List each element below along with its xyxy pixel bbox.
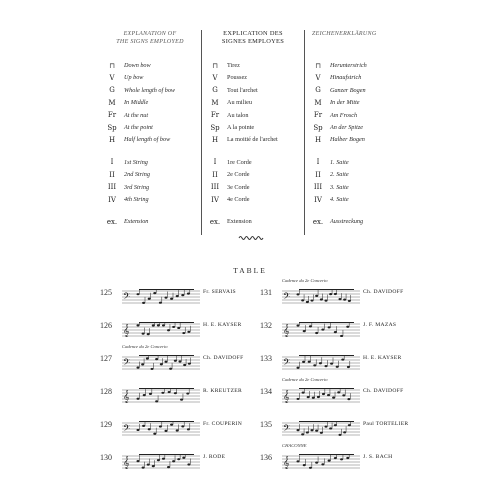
legend-row-german xyxy=(306,216,406,228)
svg-text:𝄞: 𝄞 xyxy=(283,324,290,337)
legend-text: Poussez xyxy=(227,74,247,82)
music-excerpt xyxy=(282,454,360,475)
bowing-symbol: H xyxy=(314,136,322,145)
bowing-symbol: ⊓ xyxy=(109,61,115,70)
legend-text: Up bow xyxy=(124,74,144,82)
legend-text: Ausstreckung xyxy=(330,218,364,226)
composer-name: R. KREUTZER xyxy=(203,388,243,394)
bowing-symbol: H xyxy=(108,136,116,145)
column-separator xyxy=(201,30,202,235)
svg-text:𝄢: 𝄢 xyxy=(283,423,291,436)
bowing-symbol: II xyxy=(109,170,115,179)
legend-text: 2nd String xyxy=(124,171,150,179)
exercise-number: 134 xyxy=(260,387,272,396)
bowing-symbol: I xyxy=(213,158,217,167)
legend-text: Extension xyxy=(124,218,149,226)
legend-text: At the point xyxy=(124,124,153,132)
svg-text:𝄞: 𝄞 xyxy=(123,390,130,403)
table-entry-right xyxy=(260,280,490,310)
bowing-symbol: M xyxy=(108,98,116,107)
bowing-symbol: IV xyxy=(211,195,219,204)
music-excerpt xyxy=(122,289,200,310)
bowing-symbol: IV xyxy=(314,195,322,204)
music-excerpt xyxy=(282,355,360,376)
music-staff xyxy=(122,355,200,371)
legend-text: 3. Saite xyxy=(330,183,349,191)
legend-row-french xyxy=(203,169,303,181)
legend-text: Extension xyxy=(227,218,252,226)
legend-text: An der Spitze xyxy=(330,124,363,132)
bowing-symbol: ex. xyxy=(209,217,221,226)
exercise-number: 129 xyxy=(100,420,112,429)
exercise-number: 136 xyxy=(260,453,272,462)
music-excerpt xyxy=(122,355,200,376)
svg-text:𝄢: 𝄢 xyxy=(283,291,291,304)
music-staff xyxy=(122,454,200,470)
music-staff xyxy=(282,454,360,470)
svg-text:𝄢: 𝄢 xyxy=(123,423,131,436)
bowing-symbol: II xyxy=(315,170,321,179)
legend-row-english xyxy=(100,194,200,206)
exercise-number: 131 xyxy=(260,288,272,297)
legend-text: Tirez xyxy=(227,62,240,70)
music-staff xyxy=(282,421,360,437)
bowing-symbol: III xyxy=(210,183,220,192)
music-excerpt xyxy=(282,388,360,409)
legend-row-english xyxy=(100,216,200,228)
bowing-symbol: II xyxy=(212,170,218,179)
table-entry-right xyxy=(260,313,490,343)
legend-text: Am Frosch xyxy=(330,111,358,119)
composer-name: Fr. COUPERIN xyxy=(203,421,243,427)
legend-text: At the nut xyxy=(124,111,149,119)
legend-text: 2. Saite xyxy=(330,171,349,179)
bowing-symbol: III xyxy=(107,183,117,192)
bowing-symbol: Fr xyxy=(313,111,323,120)
music-excerpt xyxy=(282,289,360,310)
legend-row-german xyxy=(306,194,406,206)
bowing-symbol: M xyxy=(211,98,219,107)
legend-text: 4e Corde xyxy=(227,196,250,203)
bowing-symbol: Fr xyxy=(210,111,220,120)
music-excerpt xyxy=(122,421,200,442)
bowing-symbol: I xyxy=(316,158,320,167)
composer-name: J. F. MAZAS xyxy=(363,322,397,328)
music-staff xyxy=(122,421,200,437)
table-entry-right xyxy=(260,412,490,442)
music-staff xyxy=(282,322,360,338)
table-entry-right xyxy=(260,445,490,475)
music-staff xyxy=(282,355,360,371)
composer-name: Fr. SERVAIS xyxy=(203,289,236,295)
composer-name: J. S. BACH xyxy=(363,454,393,460)
legend-text: Half length of bow xyxy=(124,136,171,144)
legend-text: Whole length of bow xyxy=(124,86,176,94)
exercise-number: 132 xyxy=(260,321,272,330)
legend-column-english xyxy=(100,30,200,229)
music-staff xyxy=(122,289,200,305)
composer-name: Ch. DAVIDOFF xyxy=(363,289,404,295)
music-staff xyxy=(122,322,200,338)
legend-row-french xyxy=(203,97,303,109)
exercise-number: 135 xyxy=(260,420,272,429)
legend-text: 3rd String xyxy=(124,183,150,191)
legend-row-german xyxy=(306,134,406,146)
legend-row-french xyxy=(203,110,303,122)
bowing-symbol: III xyxy=(313,183,323,192)
composer-name: Ch. DAVIDOFF xyxy=(363,388,404,394)
bowing-symbol: M xyxy=(314,98,322,107)
composer-name: J. RODE xyxy=(203,454,226,460)
music-staff xyxy=(282,289,360,305)
legend-row-french xyxy=(203,157,303,169)
legend-row-german xyxy=(306,72,406,84)
legend-text: 2e Corde xyxy=(227,171,250,179)
legend-row-english xyxy=(100,60,200,72)
legend-column-german xyxy=(306,30,406,229)
legend-row-french xyxy=(203,122,303,134)
legend-text: Ganzer Bogen xyxy=(330,86,366,94)
legend-row-german xyxy=(306,97,406,109)
bowing-symbol: Sp xyxy=(210,123,220,132)
exercise-number: 125 xyxy=(100,288,112,297)
legend-row-french xyxy=(203,72,303,84)
legend-text: 1re Corde xyxy=(227,158,252,166)
legend-header-german: ZEICHENERKLÄRUNG xyxy=(312,31,377,37)
bowing-symbol: ⊓ xyxy=(315,61,321,70)
bowing-symbol: V xyxy=(212,74,218,83)
bowing-symbol: Fr xyxy=(107,111,117,120)
bowing-symbol: G xyxy=(109,86,115,95)
svg-text:𝄞: 𝄞 xyxy=(123,324,130,337)
legend-row-english xyxy=(100,182,200,194)
legend-row-french xyxy=(203,85,303,97)
legend-row-english xyxy=(100,122,200,134)
bowing-symbol: ex. xyxy=(106,217,118,226)
table-entry-right xyxy=(260,346,490,376)
legend-row-german xyxy=(306,60,406,72)
bowing-symbol: G xyxy=(315,86,321,95)
legend-text: A la pointe xyxy=(227,124,255,132)
table-entry-right xyxy=(260,379,490,409)
exercise-number: 128 xyxy=(100,387,112,396)
legend-header-french: EXPLICATION DES SIGNES EMPLOYES xyxy=(221,30,285,45)
composer-name: H. E. KAYSER xyxy=(363,355,402,361)
legend-text: 4th String xyxy=(124,196,149,203)
legend-row-english xyxy=(100,169,200,181)
legend-row-english xyxy=(100,110,200,122)
svg-text:𝄢: 𝄢 xyxy=(283,357,291,370)
legend-row-english xyxy=(100,72,200,84)
exercise-number: 133 xyxy=(260,354,272,363)
bowing-symbol: Sp xyxy=(107,123,117,132)
exercise-number: 126 xyxy=(100,321,112,330)
bowing-symbol: G xyxy=(212,86,218,95)
legend-text: Tout l'archet xyxy=(227,86,258,94)
legend-text: In der Mitte xyxy=(330,99,360,107)
legend-column-french xyxy=(203,30,303,229)
legend-text: 1st String xyxy=(124,158,148,166)
legend-text: Herunterstrich xyxy=(330,62,367,70)
legend-row-german xyxy=(306,110,406,122)
bowing-symbol: V xyxy=(315,74,321,83)
music-excerpt xyxy=(122,322,200,343)
table-title: TABLE xyxy=(233,266,267,275)
legend-row-french xyxy=(203,216,303,228)
legend-text: Halber Bogen xyxy=(330,136,365,144)
svg-text:𝄢: 𝄢 xyxy=(123,357,131,370)
excerpt-caption: Cadence du 2e Concerto xyxy=(122,344,168,349)
legend-row-german xyxy=(306,182,406,194)
composer-name: Ch. DAVIDOFF xyxy=(203,355,244,361)
svg-text:𝄞: 𝄞 xyxy=(123,456,130,469)
exercise-number: 127 xyxy=(100,354,112,363)
bowing-symbol: Sp xyxy=(313,123,323,132)
music-excerpt xyxy=(122,454,200,475)
legend-row-english xyxy=(100,157,200,169)
excerpt-caption: CHACONNE xyxy=(282,443,307,448)
legend-text: La moitié de l'archet xyxy=(227,136,278,144)
music-staff xyxy=(282,388,360,404)
legend-row-english xyxy=(100,97,200,109)
legend-row-french xyxy=(203,134,303,146)
bowing-symbol: IV xyxy=(108,195,116,204)
excerpt-caption: Cadence du 2e Concerto xyxy=(282,377,328,382)
legend-text: 4. Saite xyxy=(330,196,349,203)
column-separator xyxy=(304,30,305,235)
legend-row-german xyxy=(306,157,406,169)
legend-row-german xyxy=(306,122,406,134)
music-staff xyxy=(122,388,200,404)
legend-row-french xyxy=(203,194,303,206)
bowing-symbol: ex. xyxy=(312,217,324,226)
music-excerpt xyxy=(282,322,360,343)
music-excerpt xyxy=(122,388,200,409)
legend-row-german xyxy=(306,169,406,181)
legend-text: Au milieu xyxy=(227,99,252,107)
svg-text:𝄞: 𝄞 xyxy=(283,456,290,469)
legend-text: In Middle xyxy=(124,99,149,107)
legend-text: Down bow xyxy=(124,62,151,70)
legend-row-english xyxy=(100,134,200,146)
bowing-symbol: I xyxy=(110,158,114,167)
composer-name: H. E. KAYSER xyxy=(203,322,242,328)
legend-row-english xyxy=(100,85,200,97)
excerpt-caption: Cadence du 2e Concerto xyxy=(282,278,328,283)
ornament-divider xyxy=(238,235,264,243)
legend-text: 3e Corde xyxy=(227,183,250,191)
bowing-symbol: V xyxy=(109,74,115,83)
legend-text: 1. Saite xyxy=(330,158,349,166)
bowing-symbol: ⊓ xyxy=(212,61,218,70)
legend-row-german xyxy=(306,85,406,97)
svg-text:𝄞: 𝄞 xyxy=(283,390,290,403)
svg-text:𝄢: 𝄢 xyxy=(123,291,131,304)
legend-row-french xyxy=(203,182,303,194)
music-excerpt xyxy=(282,421,360,442)
legend-text: Au talon xyxy=(227,111,249,119)
legend-row-french xyxy=(203,60,303,72)
legend-header-english: EXPLANATION OF THE SIGNS EMPLOYED xyxy=(116,31,184,45)
composer-name: Paul TORTELIER xyxy=(363,421,409,427)
bowing-symbol: H xyxy=(211,136,219,145)
legend-text: Hinaufstrich xyxy=(330,74,362,82)
exercise-number: 130 xyxy=(100,453,112,462)
